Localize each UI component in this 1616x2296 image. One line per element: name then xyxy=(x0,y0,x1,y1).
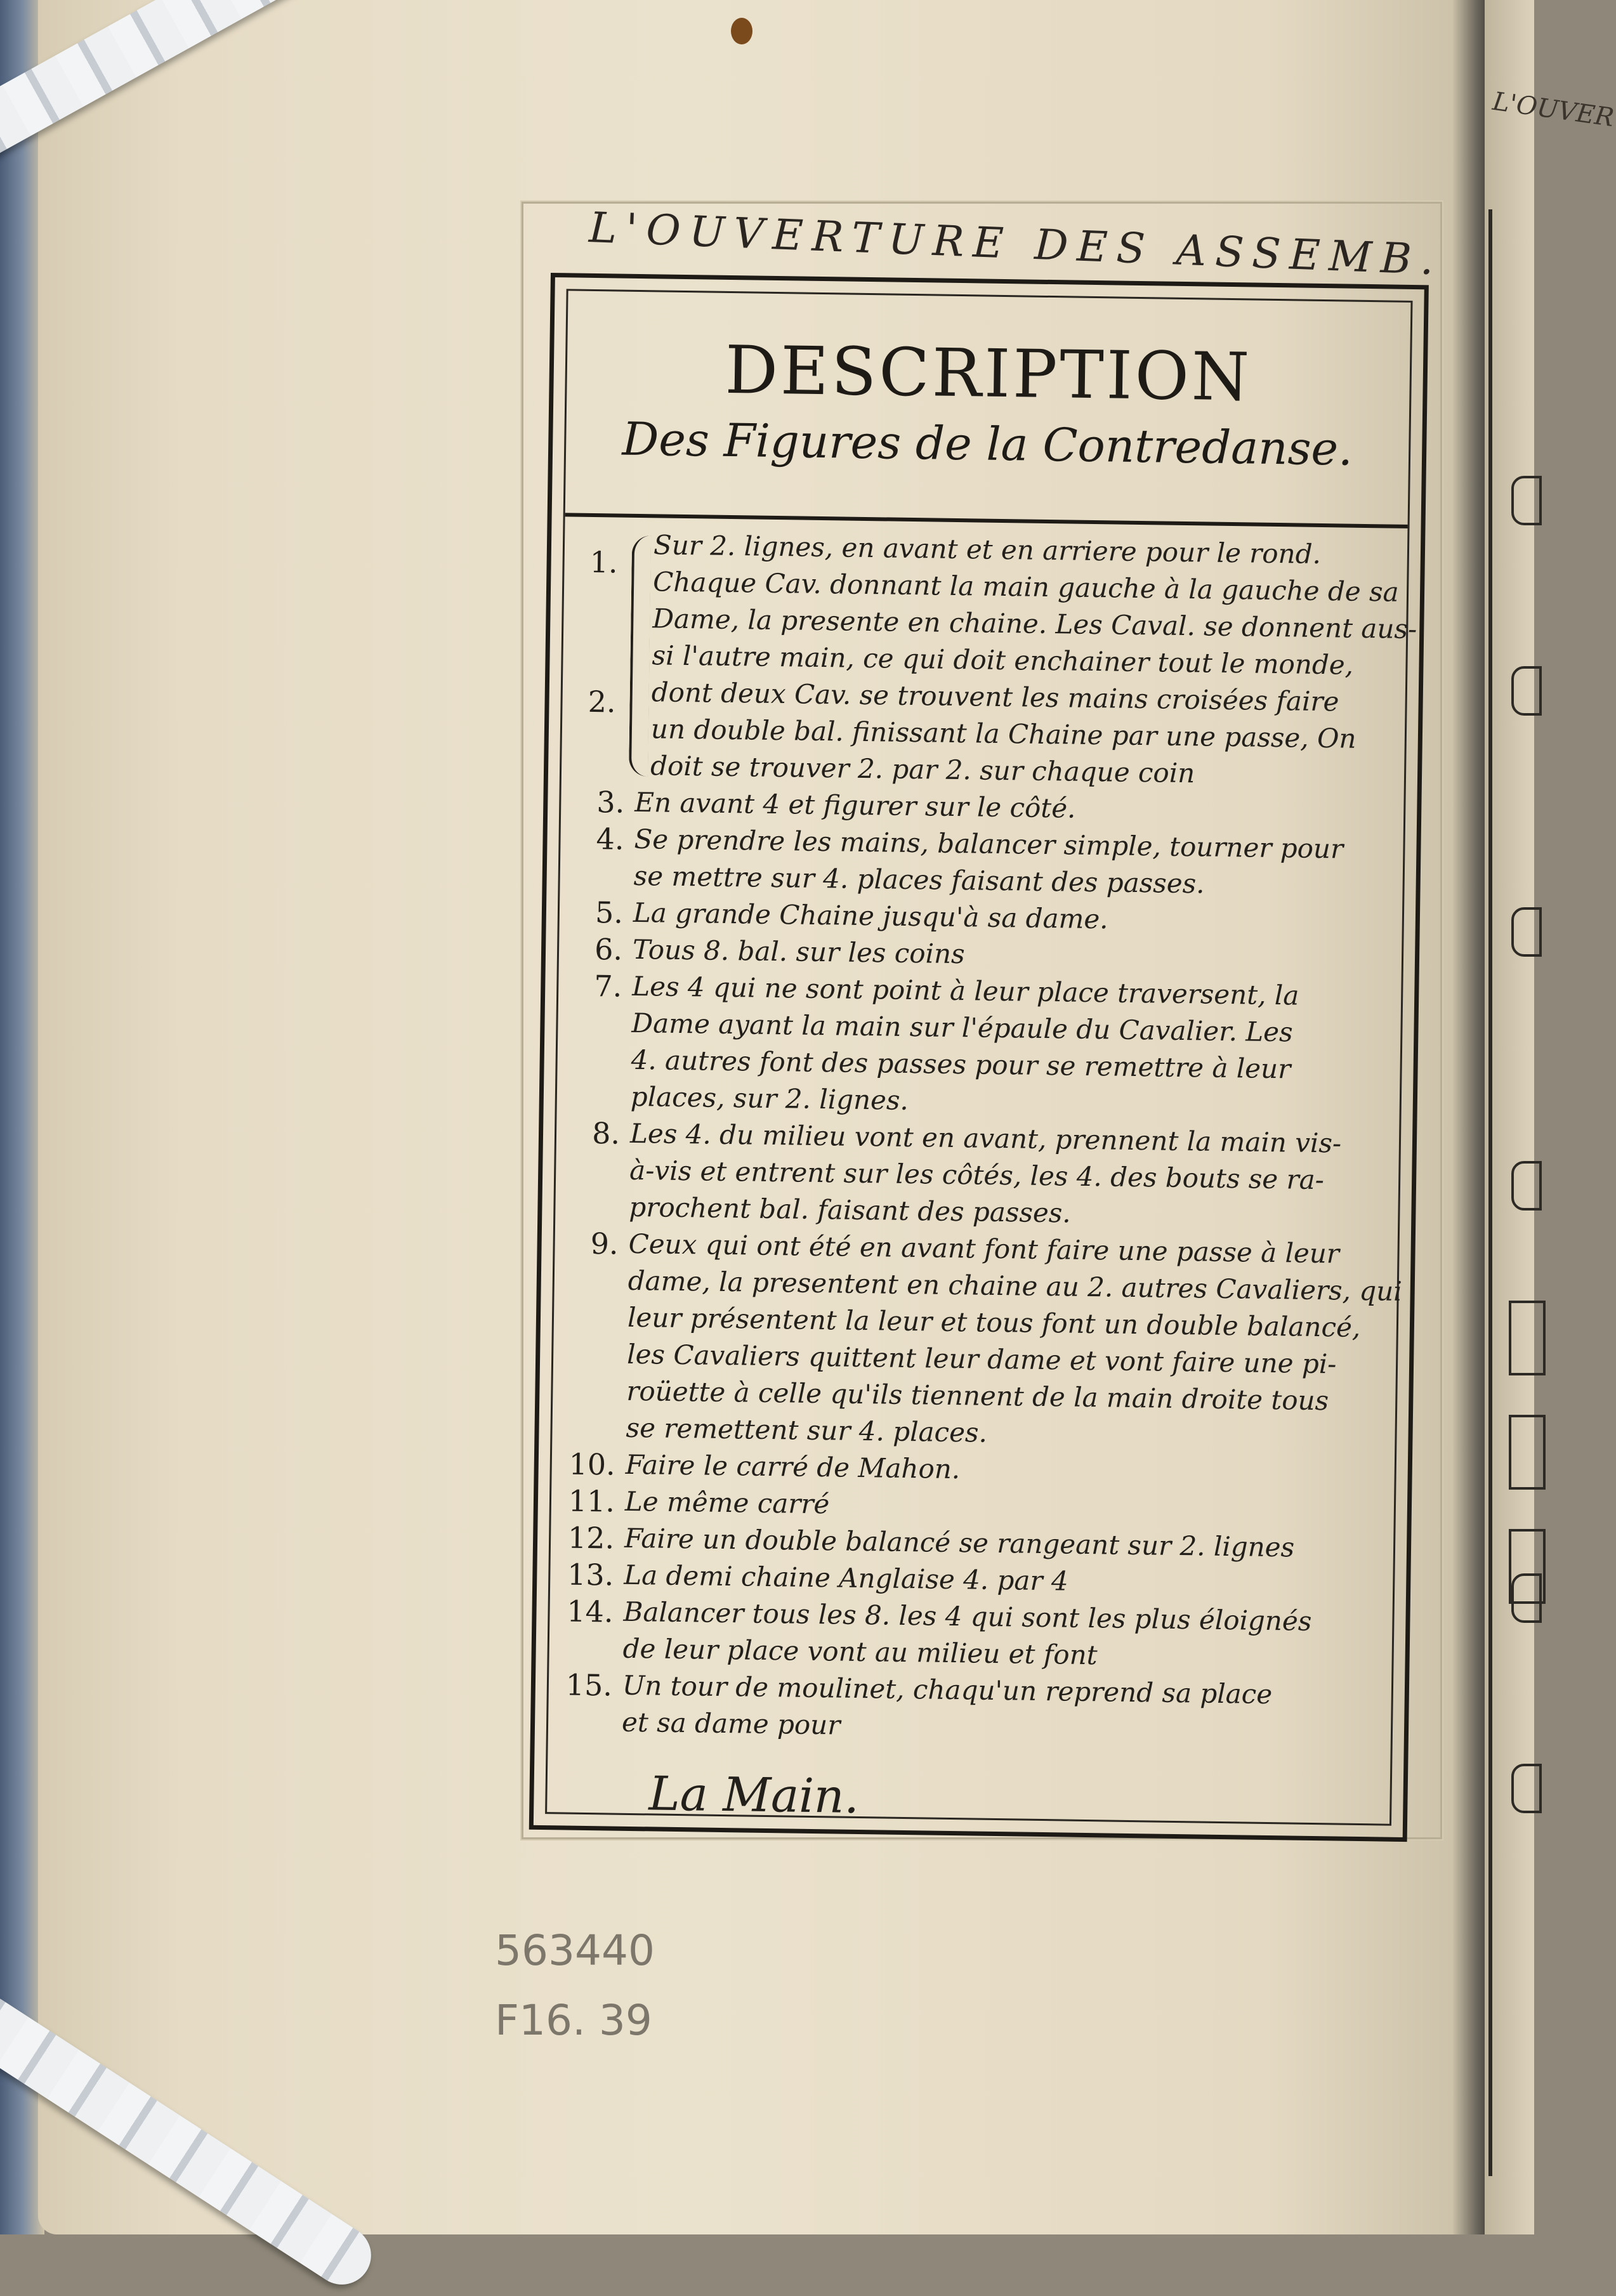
entry-text xyxy=(633,821,1391,905)
entry-line: 4. autres font des passes pour se remettre à leur xyxy=(631,1044,1291,1085)
entry-number: 13. xyxy=(567,1557,614,1592)
entry-line: En avant 4 et figurer sur le côté. xyxy=(634,786,1076,824)
entry-number: 2. xyxy=(588,684,616,719)
page-title: DESCRIPTION xyxy=(724,331,1252,416)
paper-stain xyxy=(731,18,752,44)
entry-number: 12. xyxy=(567,1520,615,1556)
entry-line: prochent bal. faisant des passes. xyxy=(629,1191,1072,1229)
entry-number: 5. xyxy=(595,895,624,930)
entry-line: dame, la presentent en chaine au 2. autres Cavaliers, qui xyxy=(627,1264,1403,1307)
list-item xyxy=(558,1224,1403,1457)
dance-figure-mark xyxy=(1511,476,1542,525)
list-item xyxy=(555,1592,1379,1677)
entry-line: La grande Chaine jusqu'à sa dame. xyxy=(633,896,1108,935)
entry-number: 15. xyxy=(565,1667,613,1703)
entry-line: Les 4. du milieu vont en avant, prennent la main vis- xyxy=(629,1117,1342,1159)
entry-line: de leur place vont au milieu et font xyxy=(622,1632,1098,1671)
entry-line: Dame ayant la main sur l'épaule du Cavalier. Les xyxy=(631,1007,1293,1048)
dance-figure-mark xyxy=(1511,1161,1542,1210)
entry-line: doit se trouver 2. par 2. sur chaque coin xyxy=(650,750,1195,789)
dance-figure-mark xyxy=(1511,1764,1542,1813)
list-item xyxy=(562,1114,1386,1236)
shelfmark-code: F16. 39 xyxy=(495,1996,652,2045)
entry-line: Sur 2. lignes, en avant et en arriere pour le rond. xyxy=(653,529,1322,570)
entry-number: 4. xyxy=(596,822,624,856)
entry-line: La demi chaine Anglaise 4. par 4 xyxy=(624,1559,1069,1597)
entry-number: 11. xyxy=(568,1483,615,1519)
brace-mark xyxy=(629,535,651,777)
entry-line: un double bal. finissant la Chaine par une passe, On xyxy=(650,713,1357,754)
entry-number: 8. xyxy=(591,1116,621,1151)
entry-number: 1. xyxy=(589,544,619,580)
entry-line: Les 4 qui ne sont point à leur place traversent, la xyxy=(631,970,1299,1011)
shelfmark-number: 563440 xyxy=(495,1926,655,1975)
entry-number: 6. xyxy=(594,932,623,967)
entry-line: Un tour de moulinet, chaqu'un reprend sa place xyxy=(622,1669,1273,1710)
entry-line: places, sur 2. lignes. xyxy=(630,1080,909,1116)
title-panel xyxy=(565,291,1411,528)
entry-line: leur présentent la leur et tous font un double balancé, xyxy=(627,1301,1361,1343)
entry-line: se remettent sur 4. places. xyxy=(626,1412,988,1448)
entry-line: Faire un double balancé se rangeant sur 2. lignes xyxy=(624,1522,1295,1563)
entry-line: si l'autre main, ce qui doit enchainer tout le monde, xyxy=(652,640,1354,681)
dance-figure-mark xyxy=(1511,907,1542,957)
dance-figure-mark xyxy=(1511,666,1542,716)
figure-list xyxy=(547,525,1417,1831)
entry-number: 14. xyxy=(567,1594,614,1629)
entry-text xyxy=(625,527,1418,795)
engraved-frame-inner xyxy=(545,289,1417,1825)
running-head: L'OUVERTURE DES ASSEMB. xyxy=(588,203,1444,285)
list-item xyxy=(566,820,1390,905)
shelfmark xyxy=(495,1916,655,2056)
entry-text xyxy=(630,968,1388,1126)
engraved-frame xyxy=(529,273,1429,1842)
dance-figure-box xyxy=(1509,1301,1546,1375)
opposite-page xyxy=(1485,0,1616,2234)
list-item xyxy=(555,1666,1379,1751)
entry-line: à-vis et entrent sur les côtés, les 4. des bouts se ra- xyxy=(629,1154,1325,1196)
entry-line: se mettre sur 4. places faisant des passes. xyxy=(633,860,1205,900)
entry-text xyxy=(629,1115,1386,1237)
entry-number: 10. xyxy=(568,1446,616,1482)
dance-figure-box xyxy=(1509,1415,1546,1490)
entry-line: Faire le carré de Mahon. xyxy=(625,1448,961,1485)
list-item xyxy=(563,967,1388,1125)
list-item xyxy=(568,525,1417,794)
closing-line: La Main. xyxy=(648,1766,860,1825)
opposite-page-title: L'OUVER xyxy=(1490,86,1616,133)
entry-numbers xyxy=(568,525,629,784)
entry-line: Ceux qui ont été en avant font faire une passe à leur xyxy=(628,1228,1340,1269)
entry-line: et sa dame pour xyxy=(621,1706,841,1741)
entry-line: Chaque Cav. donnant la main gauche à la gauche de sa xyxy=(652,566,1399,608)
entry-line: Dame, la presente en chaine. Les Caval. se donnent aus- xyxy=(652,603,1417,645)
entry-line: roüette à celle qu'ils tiennent de la main droite tous xyxy=(626,1375,1329,1417)
entry-line: dont deux Cav. se trouvent les mains croisées faire xyxy=(651,676,1339,718)
page-subtitle: Des Figures de la Contredanse. xyxy=(622,412,1353,476)
entry-line: Tous 8. bal. sur les coins xyxy=(632,933,965,970)
opposite-page-frame xyxy=(1488,209,1549,2176)
dance-figure-mark xyxy=(1511,1573,1542,1623)
entry-line: Le même carré xyxy=(624,1485,830,1520)
entry-number: 3. xyxy=(596,785,625,820)
entry-line: Se prendre les mains, balancer simple, tourner pour xyxy=(634,823,1344,865)
entry-line: Balancer tous les 8. les 4 qui sont les plus éloignés xyxy=(623,1596,1312,1637)
entry-number: 7. xyxy=(594,969,622,1004)
entry-number: 9. xyxy=(590,1226,619,1261)
entry-line: les Cavaliers quittent leur dame et vont faire une pi- xyxy=(626,1338,1337,1380)
entry-text xyxy=(626,1226,1403,1457)
entry-text xyxy=(622,1594,1380,1678)
entry-text xyxy=(622,1667,1379,1752)
